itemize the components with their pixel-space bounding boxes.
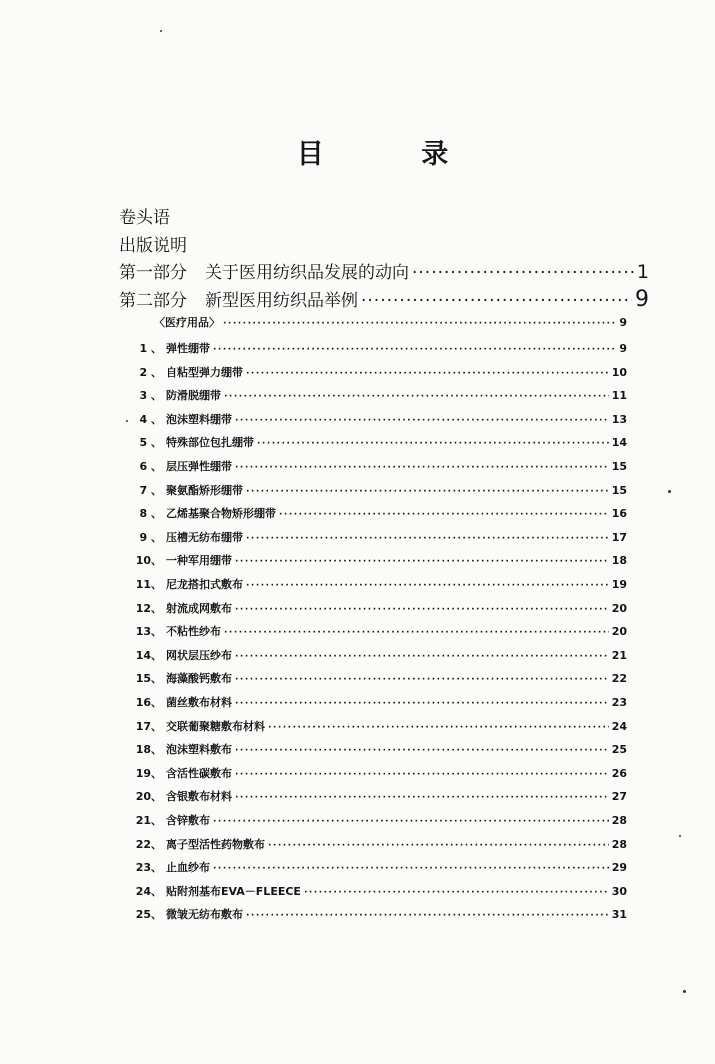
- toc-entry: [120, 694, 627, 712]
- page-number: 21: [611, 649, 627, 662]
- page-number: 23: [611, 696, 627, 709]
- front-matter-foreword: 卷头语: [119, 208, 170, 228]
- title-char-2: 录: [421, 139, 449, 170]
- toc-entry: [120, 340, 627, 358]
- entry-number: 22、: [135, 838, 162, 851]
- entry-title: 贴附剂基布EVA－FLEECE: [166, 885, 301, 898]
- page-number: 28: [611, 838, 627, 851]
- entry-title: 止血纱布: [166, 861, 210, 874]
- scan-speck: [679, 835, 681, 837]
- entry-title: 海藻酸钙敷布: [166, 672, 232, 685]
- dot-leader: [235, 652, 609, 662]
- entry-number: 13、: [135, 625, 162, 638]
- entry-number: 1 、: [139, 342, 162, 355]
- toc-part-1: [119, 258, 649, 282]
- dot-leader: [246, 487, 609, 497]
- toc-entry: [120, 836, 627, 854]
- dot-leader: [213, 864, 609, 874]
- entry-number: 17、: [135, 720, 162, 733]
- dot-leader: [235, 770, 609, 780]
- part-label: 第一部分: [119, 263, 187, 283]
- page-number: 29: [611, 861, 627, 874]
- dot-leader: [224, 392, 609, 402]
- dot-leader: [268, 841, 609, 851]
- page-number: 15: [611, 484, 627, 497]
- entry-title: 层压弹性绷带: [166, 460, 232, 473]
- page-title: [0, 132, 715, 171]
- entry-title: 一种军用绷带: [166, 554, 232, 567]
- entry-number: 21、: [135, 814, 162, 827]
- entry-title: 含锌敷布: [166, 814, 210, 827]
- page-number: 30: [611, 885, 627, 898]
- entry-title: 泡沫塑料敷布: [166, 743, 232, 756]
- entry-number: 20、: [135, 790, 162, 803]
- toc-section-medical: [154, 314, 627, 332]
- scan-speck: [160, 30, 162, 32]
- entry-title: 菌丝敷布材料: [166, 696, 232, 709]
- dot-leader: [257, 439, 609, 449]
- page-number: 20: [611, 625, 627, 638]
- toc-entry: [120, 670, 627, 688]
- page-number: 25: [611, 743, 627, 756]
- page-number: 20: [611, 602, 627, 615]
- entry-title: 泡沫塑料绷带: [166, 413, 232, 426]
- dot-leader: [213, 345, 614, 355]
- page-number: 19: [611, 578, 627, 591]
- entry-number: 2 、: [139, 366, 162, 379]
- front-matter-publication-note: 出版说明: [119, 236, 187, 256]
- entry-title: 不粘性纱布: [166, 625, 221, 638]
- dot-leader: [235, 605, 609, 615]
- entry-number: 12、: [135, 602, 162, 615]
- dot-leader: [224, 628, 609, 638]
- entry-title: 防滑脱绷带: [166, 389, 221, 402]
- page-number: 9: [635, 287, 649, 312]
- page-number: 18: [611, 554, 627, 567]
- entry-title: 含活性碳敷布: [166, 767, 232, 780]
- dot-leader: [246, 534, 609, 544]
- section-title: 〈医疗用品〉: [154, 316, 220, 329]
- dot-leader: [268, 723, 609, 733]
- toc-entry: [120, 411, 627, 429]
- page-number: 16: [611, 507, 627, 520]
- entry-title: 聚氨酯矫形绷带: [166, 484, 243, 497]
- entry-title: 自粘型弹力绷带: [166, 366, 243, 379]
- entry-number: 18、: [135, 743, 162, 756]
- page-number: 17: [611, 531, 627, 544]
- scan-speck: [126, 420, 128, 422]
- dot-leader: [361, 291, 632, 311]
- dot-leader: [246, 369, 609, 379]
- toc-entry: [120, 718, 627, 736]
- toc-entry: [120, 859, 627, 877]
- entry-number: 7 、: [139, 484, 162, 497]
- toc-part-2: [119, 286, 649, 310]
- dot-leader: [235, 675, 609, 685]
- toc-entry: [120, 529, 627, 547]
- page-number: 22: [611, 672, 627, 685]
- toc-entry: [120, 505, 627, 523]
- scan-speck: [683, 990, 686, 993]
- page-number: 28: [611, 814, 627, 827]
- entry-number: 23、: [135, 861, 162, 874]
- scan-speck: [668, 490, 671, 493]
- toc-entry: [120, 812, 627, 830]
- entry-title: 乙烯基聚合物矫形绷带: [166, 507, 276, 520]
- entry-number: 4 、: [139, 413, 162, 426]
- entry-number: 14、: [135, 649, 162, 662]
- entry-title: 网状层压纱布: [166, 649, 232, 662]
- entry-number: 5 、: [139, 436, 162, 449]
- page-number: 13: [611, 413, 627, 426]
- entry-title: 特殊部位包扎绷带: [166, 436, 254, 449]
- toc-entry: [120, 434, 627, 452]
- toc-entry: [120, 741, 627, 759]
- dot-leader: [235, 793, 609, 803]
- toc-entry: [120, 458, 627, 476]
- toc-entry: [120, 364, 627, 382]
- toc-entry: [120, 906, 627, 924]
- page-number: 9: [619, 316, 627, 329]
- entry-number: 11、: [135, 578, 162, 591]
- toc-entry: [120, 623, 627, 641]
- part-title: 新型医用纺织品举例: [205, 291, 358, 311]
- dot-leader: [412, 263, 634, 283]
- page-number: 9: [619, 342, 627, 355]
- entry-title: 微皱无纺布敷布: [166, 908, 243, 921]
- entry-number: 24、: [135, 885, 162, 898]
- dot-leader: [279, 510, 609, 520]
- entry-number: 10、: [135, 554, 162, 567]
- page-number: 14: [611, 436, 627, 449]
- dot-leader: [235, 463, 609, 473]
- page-number: 31: [611, 908, 627, 921]
- toc-entry: [120, 788, 627, 806]
- dot-leader: [235, 416, 609, 426]
- toc-entry: [120, 647, 627, 665]
- entry-number: 6 、: [139, 460, 162, 473]
- entry-number: 19、: [135, 767, 162, 780]
- title-char-1: 目: [296, 139, 324, 170]
- entry-number: 25、: [135, 908, 162, 921]
- page-number: 24: [611, 720, 627, 733]
- toc-entry: [120, 600, 627, 618]
- part-label: 第二部分: [119, 291, 187, 311]
- entry-title: 尼龙搭扣式敷布: [166, 578, 243, 591]
- dot-leader: [235, 699, 609, 709]
- entry-number: 15、: [135, 672, 162, 685]
- page-number: 15: [611, 460, 627, 473]
- toc-entry: [120, 576, 627, 594]
- toc-entry: [120, 482, 627, 500]
- entry-number: 8 、: [139, 507, 162, 520]
- toc-entry: [120, 552, 627, 570]
- dot-leader: [246, 911, 609, 921]
- entry-title: 含银敷布材料: [166, 790, 232, 803]
- page-number: 26: [611, 767, 627, 780]
- toc-entry: [120, 883, 627, 901]
- part-title: 关于医用纺织品发展的动向: [205, 263, 409, 283]
- page-number: 1: [636, 261, 649, 283]
- dot-leader: [235, 557, 609, 567]
- page-number: 27: [611, 790, 627, 803]
- page-number: 11: [611, 389, 627, 402]
- toc-entry: [120, 765, 627, 783]
- entry-title: 交联葡聚糖敷布材料: [166, 720, 265, 733]
- dot-leader: [304, 888, 609, 898]
- dot-leader: [223, 319, 616, 329]
- page-number: 10: [611, 366, 627, 379]
- entry-number: 16、: [135, 696, 162, 709]
- entry-number: 9 、: [139, 531, 162, 544]
- entry-title: 射流成网敷布: [166, 602, 232, 615]
- dot-leader: [235, 746, 609, 756]
- entry-title: 离子型活性药物敷布: [166, 838, 265, 851]
- entry-title: 弹性绷带: [166, 342, 210, 355]
- toc-entry: [120, 387, 627, 405]
- dot-leader: [246, 581, 609, 591]
- entry-title: 压槽无纺布绷带: [166, 531, 243, 544]
- entry-number: 3 、: [139, 389, 162, 402]
- dot-leader: [213, 817, 609, 827]
